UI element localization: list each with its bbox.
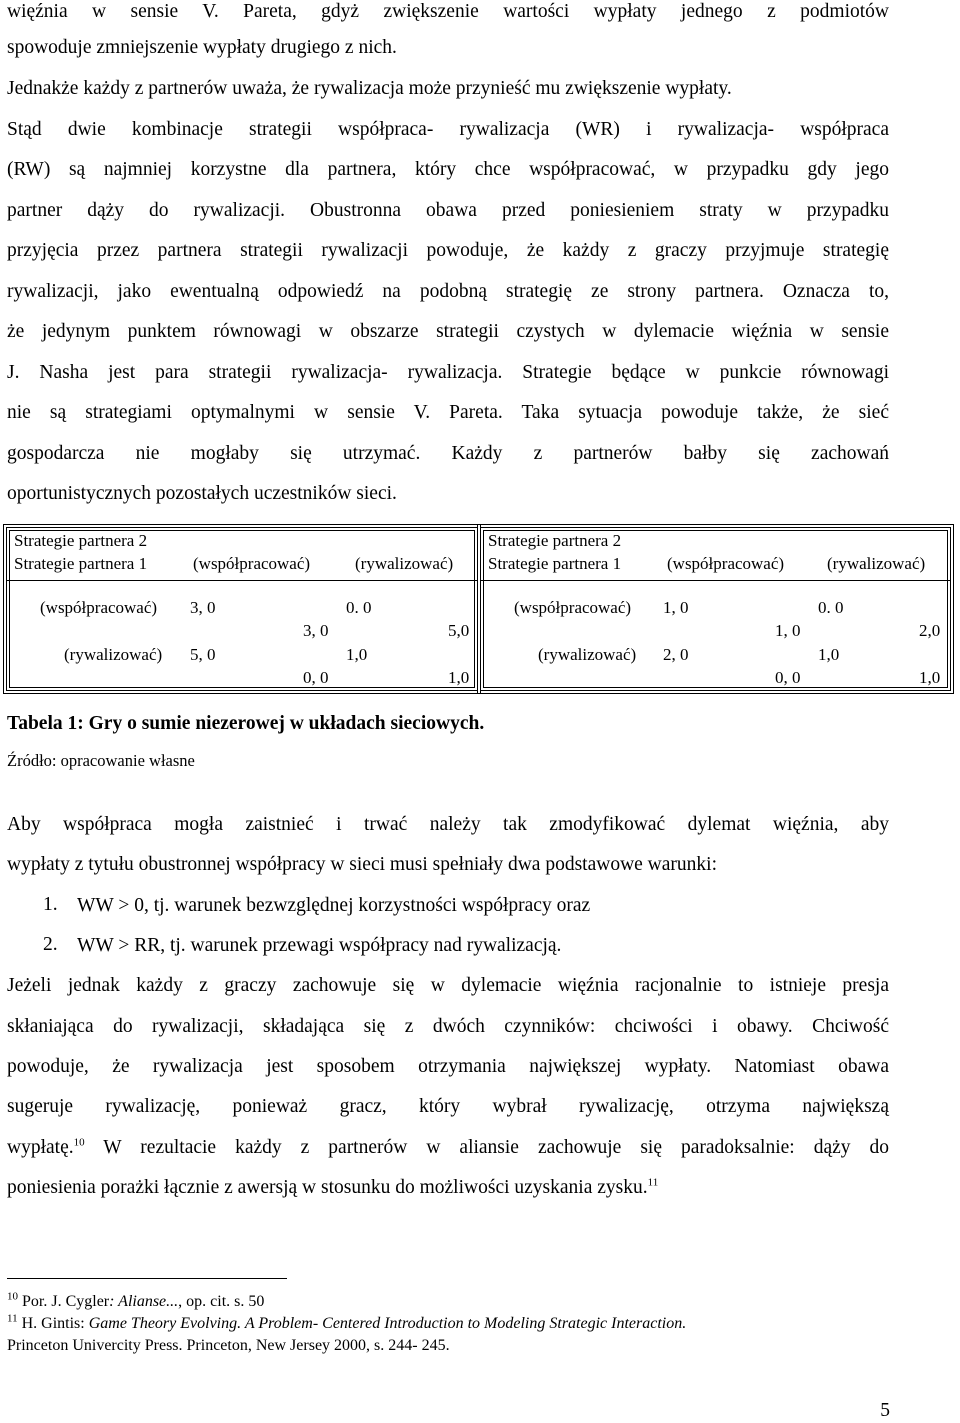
row-label-compete: (rywalizować): [64, 645, 163, 664]
payoff-cell: 1, 0: [663, 598, 689, 617]
payoff-cell: 3, 0: [190, 598, 216, 617]
payoff-cell: 1,0: [919, 668, 941, 687]
text-line: gospodarcza nie mogłaby się utrzymać. Każdy z partnerów bałby się zachowań: [7, 443, 889, 464]
payoff-cell: 1,0: [448, 668, 470, 687]
text-line: skłaniająca do rywalizacji, składająca się z dwóch czynników: chciwości i obawy. Chciwość: [7, 1016, 889, 1037]
column-header-compete: (rywalizować): [355, 554, 454, 573]
text-run: poniesienia porażki łącznie z awersją w stosunku do możliwości uzyskania zysku.: [7, 1177, 648, 1198]
text-run: W rezultacie każdy z partnerów w aliansie zachowuje się paradoksalnie: dąży do: [84, 1137, 889, 1158]
footnote-text: Por. J. Cygler: [18, 1293, 110, 1310]
table-caption: Tabela 1: Gry o sumie niezerowej w układach sieciowych.: [7, 713, 485, 734]
text-line: Jeżeli jednak każdy z graczy zachowuje się w dylemacie więźnia racjonalnie to istnieje presja: [7, 975, 889, 996]
text-line: partner dąży do rywalizacji. Obustronna obawa przed poniesieniem straty w przypadku: [7, 200, 889, 221]
text-line: [7, 1136, 889, 1160]
payoff-cell: 5, 0: [190, 645, 216, 664]
payoff-cell: 3, 0: [303, 621, 329, 640]
footnote-11: [7, 1314, 686, 1334]
footnote-10: [7, 1292, 264, 1312]
payoff-cell: 0. 0: [346, 598, 372, 617]
payoff-cell: 1,0: [346, 645, 368, 664]
row-label-compete: (rywalizować): [538, 645, 637, 664]
text-line: oportunistycznych pozostałych uczestników sieci.: [7, 483, 397, 504]
column-header-compete: (rywalizować): [827, 554, 926, 573]
payoff-cell: 2,0: [919, 621, 941, 640]
list-item-number: 1.: [43, 894, 58, 915]
text-line: więźnia w sensie V. Pareta, gdyż zwiększenie wartości wypłaty jednego z podmiotów: [7, 1, 889, 22]
column-header-cooperate: (współpracować): [193, 554, 311, 573]
table-source: Źródło: opracowanie własne: [7, 751, 195, 770]
list-item-number: 2.: [43, 934, 58, 955]
footnote-ref-10[interactable]: 10: [73, 1136, 85, 1149]
text-line: że jedynym punktem równowagi w obszarze strategii czystych w dylemacie więźnia w sensie: [7, 321, 889, 342]
text-line: sugeruje rywalizację, ponieważ gracz, który wybrał rywalizację, otrzyma największą: [7, 1096, 889, 1117]
footnote-title: : Alianse...: [109, 1293, 179, 1310]
page-number: 5: [880, 1400, 890, 1421]
text-line: [7, 1176, 889, 1200]
footnote-ref-11[interactable]: 11: [647, 1176, 659, 1189]
text-line: Stąd dwie kombinacje strategii współpraca- rywalizacja (WR) i rywalizacja- współpraca: [7, 119, 889, 140]
footnote-text: H. Gintis:: [17, 1315, 89, 1332]
text-line: powoduje, że rywalizacja jest sposobem otrzymania największej wypłaty. Natomiast obawa: [7, 1056, 889, 1077]
payoff-cell: 5,0: [448, 621, 470, 640]
text-line: (RW) są najmniej korzystne dla partnera, który chce współpracować, w przypadku gdy jego: [7, 159, 889, 180]
header-partner2: Strategie partnera 2: [14, 531, 148, 550]
game-table-1: [3, 524, 481, 694]
text-line: nie są strategiami optymalnymi w sensie V. Pareta. Taka sytuacja powoduje także, że sieć: [7, 402, 889, 423]
payoff-cell: 2, 0: [663, 645, 689, 664]
header-partner1: Strategie partnera 1: [14, 554, 148, 573]
payoff-cell: 1, 0: [775, 621, 801, 640]
text-line: spowoduje zmniejszenie wypłaty drugiego z nich.: [7, 37, 397, 58]
payoff-cell: 1,0: [818, 645, 840, 664]
footnote-11-continued: Princeton Univercity Press. Princeton, New Jersey 2000, s. 244- 245.: [7, 1337, 450, 1354]
text-line: przyjęcia przez partnera strategii rywalizacji powoduje, że każdy z graczy przyjmuje strategię: [7, 240, 889, 261]
header-partner1: Strategie partnera 1: [488, 554, 622, 573]
text-line: Jednakże każdy z partnerów uważa, że rywalizacja może przynieść mu zwiększenie wypłaty.: [7, 78, 732, 99]
payoff-cell: 0, 0: [303, 668, 329, 687]
payoff-cell: 0. 0: [818, 598, 844, 617]
text-line: Aby współpraca mogła zaistnieć i trwać należy tak zmodyfikować dylemat więźnia, aby: [7, 814, 889, 835]
text-line: wypłaty z tytułu obustronnej współpracy w sieci musi spełniały dwa podstawowe warunki:: [7, 854, 717, 875]
header-partner2: Strategie partnera 2: [488, 531, 622, 550]
footnote-title: Game Theory Evolving. A Problem- Centered Introduction to Modeling Strategic Interaction.: [88, 1315, 687, 1332]
game-table-2: [477, 524, 954, 694]
list-item: WW > 0, tj. warunek bezwzględnej korzystności współpracy oraz: [77, 895, 591, 916]
footnote-number: 10: [7, 1290, 18, 1303]
footnote-text: , op. cit. s. 50: [178, 1293, 265, 1310]
footnote-number: 11: [7, 1312, 18, 1325]
payoff-cell: 0, 0: [775, 668, 801, 687]
text-run: wypłatę.: [7, 1137, 74, 1158]
text-line: rywalizacji, jako ewentualną odpowiedź na podobną strategię ze strony partnera. Oznacza to,: [7, 281, 889, 302]
list-item: WW > RR, tj. warunek przewagi współpracy nad rywalizacją.: [77, 935, 562, 956]
row-label-cooperate: (współpracować): [40, 598, 158, 617]
footnote-separator: [7, 1278, 287, 1279]
text-line: J. Nasha jest para strategii rywalizacja- rywalizacja. Strategie będące w punkcie równowagi: [7, 362, 889, 383]
row-label-cooperate: (współpracować): [514, 598, 632, 617]
column-header-cooperate: (współpracować): [667, 554, 785, 573]
